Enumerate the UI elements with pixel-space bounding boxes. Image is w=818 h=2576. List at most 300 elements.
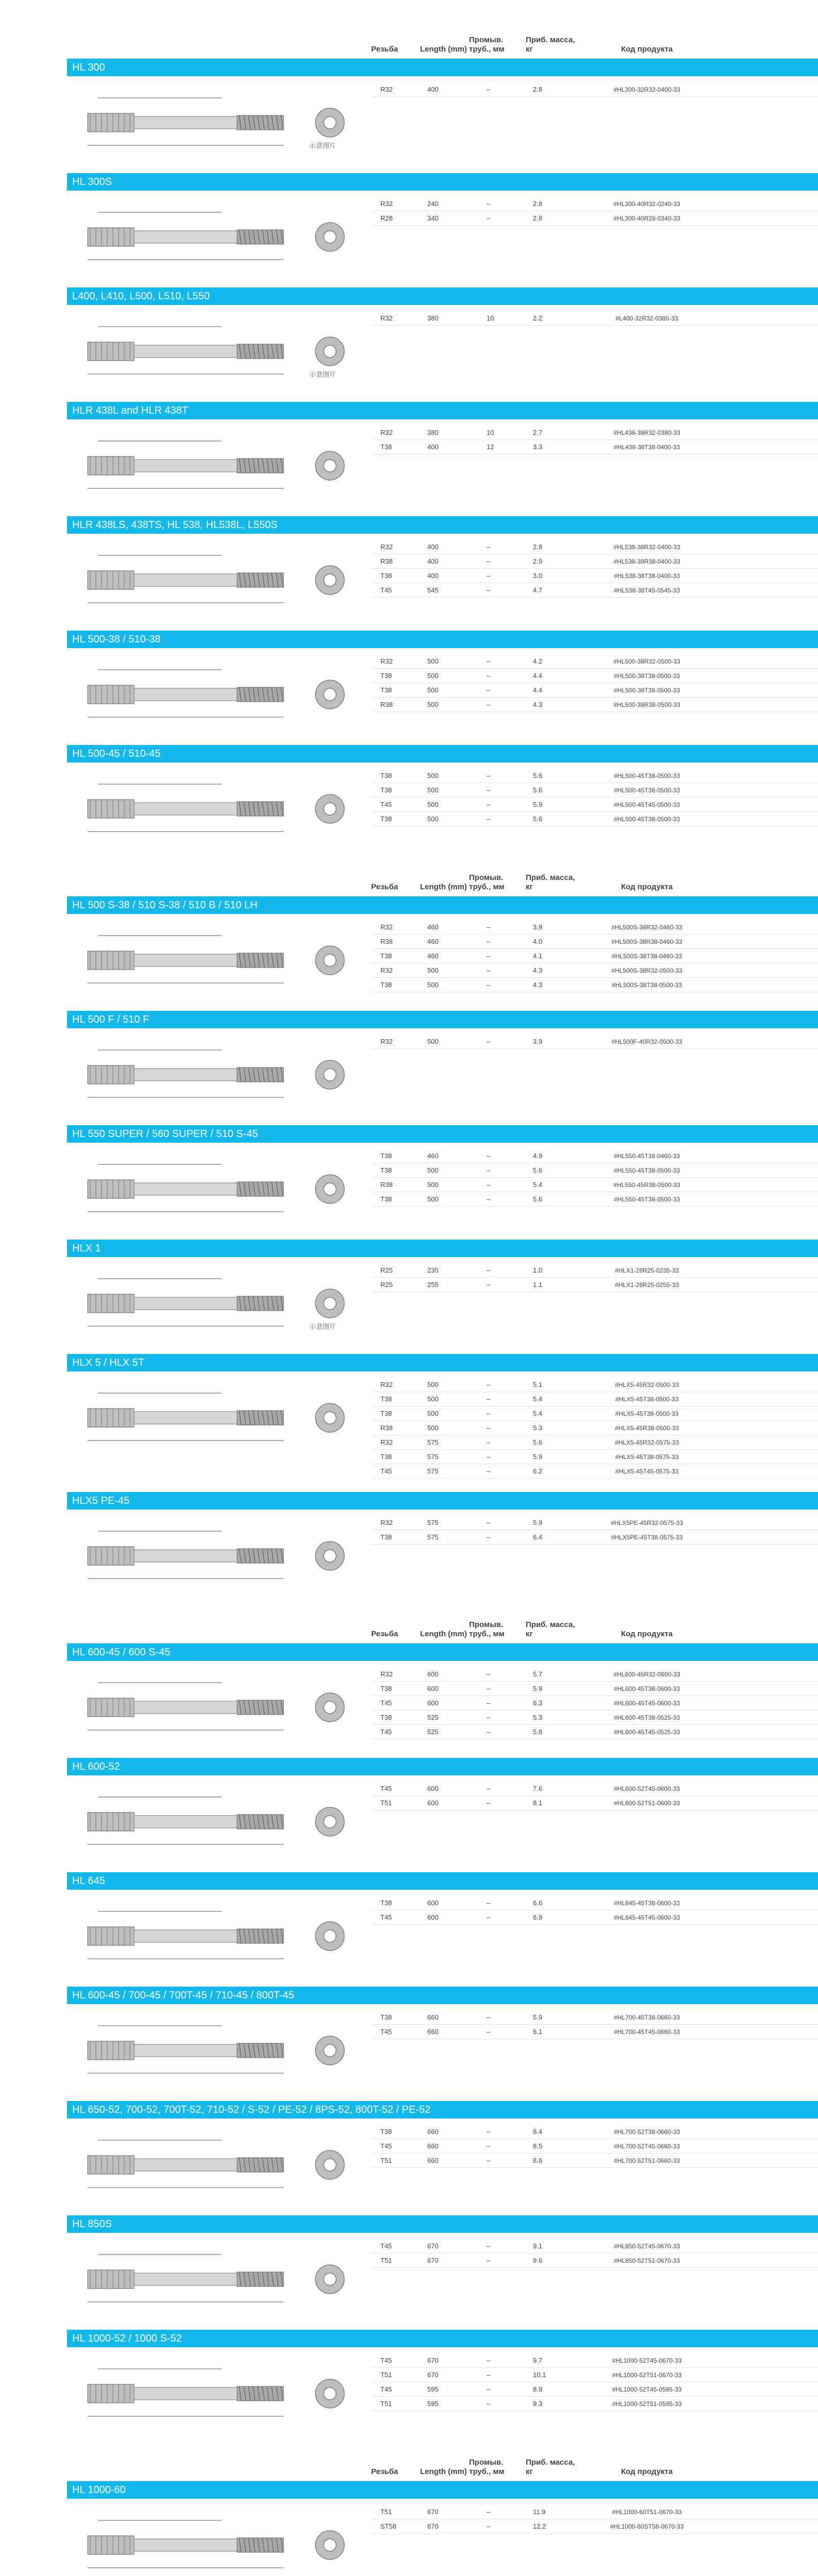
section-body <box>67 769 818 846</box>
header-flush: Промыв. труб., мм <box>469 873 505 891</box>
spec-rows <box>371 1378 818 1479</box>
cell-thread: T38 <box>380 686 392 694</box>
cell-length: 500 <box>427 1395 439 1403</box>
cell-code: #HL500S-38T38-0500-33 <box>611 981 682 989</box>
shank-diagram <box>67 1149 371 1226</box>
cell-flush: – <box>487 1453 491 1461</box>
cell-code: #HL500S-38R32-0460-33 <box>611 924 682 931</box>
cell-flush: – <box>487 586 491 594</box>
cell-thread: T38 <box>380 772 392 779</box>
cell-thread: T38 <box>380 1410 392 1417</box>
end-view-inner <box>324 2273 336 2285</box>
cell-thread: T38 <box>380 1533 392 1541</box>
cell-weight: 9.7 <box>533 2357 543 2364</box>
cell-code: #HL700-52T51-0660-33 <box>613 2157 680 2164</box>
section-title: HL 600-45 / 700-45 / 700T-45 / 710-45 / 800T-45 <box>67 1987 818 2004</box>
shank-drawing <box>88 2369 344 2416</box>
shank-diagram <box>67 540 371 617</box>
cell-code: #HL600-45T45-0525-33 <box>613 1728 680 1736</box>
shank-body <box>134 954 237 967</box>
cell-code: #HL538-38R38-0400-33 <box>613 558 680 565</box>
cell-code: #HLX1-28R25-0255-33 <box>614 1281 679 1289</box>
cell-thread: T51 <box>380 1799 392 1807</box>
cell-code: #HL538-38T45-0545-33 <box>613 587 680 594</box>
section-title: HL 500-45 / 510-45 <box>67 745 818 762</box>
cell-flush: – <box>487 1381 491 1388</box>
cell-thread: T38 <box>380 572 392 580</box>
cell-code: #HLX5-45R32-0500-33 <box>614 1381 679 1388</box>
cell-flush: – <box>487 214 491 222</box>
cell-flush: – <box>487 200 491 208</box>
table-row <box>371 1278 818 1292</box>
product-section <box>67 896 818 997</box>
shank-diagram <box>67 2505 371 2576</box>
cell-code: #HL600-45T38-0600-33 <box>613 1685 680 1692</box>
cell-flush: – <box>487 701 491 708</box>
cell-code: #HL438-38T38-0400-33 <box>613 444 680 451</box>
cell-flush: – <box>487 2257 491 2264</box>
cell-code: #HL1000-60ST58-0670-33 <box>610 2523 684 2530</box>
cell-code: #HL645-45T38-0600-33 <box>613 1900 680 1907</box>
section-body <box>67 1516 818 1593</box>
cell-thread: R32 <box>380 1038 393 1045</box>
shank-svg <box>67 769 371 846</box>
cell-thread: R32 <box>380 923 393 931</box>
cell-weight: 4.7 <box>533 586 543 594</box>
cell-flush: – <box>487 1410 491 1417</box>
shank-diagram <box>67 1516 371 1593</box>
table-row <box>371 1682 818 1696</box>
cell-length: 660 <box>427 2013 439 2021</box>
cell-weight: 6.3 <box>533 1699 543 1707</box>
header-weight: Приб. масса, кг <box>526 873 575 891</box>
cell-thread: R32 <box>380 314 393 322</box>
shank-body <box>134 1550 237 1562</box>
cell-weight: 5.6 <box>533 772 543 779</box>
cell-thread: T45 <box>380 2385 392 2393</box>
shank-svg <box>67 1667 371 1744</box>
shank-body <box>134 2387 237 2400</box>
product-section <box>67 2330 818 2431</box>
shank-svg <box>67 1516 371 1593</box>
spec-rows <box>371 311 818 388</box>
cell-code: #HL438-38R32-0380-33 <box>613 429 680 436</box>
shank-body <box>134 460 237 472</box>
cell-code: #HL300-40R28-0340-33 <box>613 215 680 222</box>
cell-flush: – <box>487 2128 491 2136</box>
table-row <box>371 1435 818 1450</box>
cell-flush: – <box>487 1533 491 1541</box>
shank-svg <box>67 2125 371 2202</box>
table-row <box>371 2010 818 2025</box>
cell-flush: – <box>487 2357 491 2364</box>
cell-code: #HL500S-38T38-0460-33 <box>611 953 682 960</box>
cell-weight: 8.5 <box>533 2142 543 2150</box>
cell-length: 460 <box>427 923 439 931</box>
cell-weight: 4.3 <box>533 981 543 989</box>
column-header <box>67 1606 818 1643</box>
table-row <box>371 1178 818 1192</box>
table-row <box>371 1450 818 1464</box>
end-view-inner <box>324 2387 336 2400</box>
shank-splines <box>88 951 134 970</box>
shank-splines <box>88 2041 134 2060</box>
cell-code: #HL500-45T45-0500-33 <box>613 801 680 808</box>
shank-splines <box>88 228 134 246</box>
cell-flush: – <box>487 772 491 779</box>
shank-svg <box>67 920 371 997</box>
cell-weight: 4.3 <box>533 701 543 708</box>
spec-rows <box>371 2010 818 2088</box>
cell-thread: T45 <box>380 801 392 808</box>
shank-body <box>134 1701 237 1714</box>
shank-diagram <box>67 1035 371 1112</box>
cell-length: 595 <box>427 2385 439 2393</box>
table-row <box>371 426 818 440</box>
spec-rows <box>371 1263 818 1341</box>
cell-thread: T38 <box>380 1453 392 1461</box>
table-row <box>371 1192 818 1207</box>
cell-code: #HL600-52T51-0600-33 <box>613 1800 680 1807</box>
header-thread: Резьба <box>371 883 398 891</box>
cell-thread: T38 <box>380 1685 392 1692</box>
cell-weight: 5.6 <box>533 1195 543 1203</box>
end-view-inner <box>324 574 336 586</box>
table-row <box>371 1896 818 1910</box>
shank-body <box>134 1930 237 1942</box>
cell-thread: T45 <box>380 1699 392 1707</box>
cell-weight: 6.4 <box>533 1533 543 1541</box>
cell-code: #HL500-45T38-0500-33 <box>613 816 680 823</box>
table-row <box>371 769 818 783</box>
shank-drawing <box>88 98 344 145</box>
section-title: HL 600-52 <box>67 1758 818 1775</box>
table-row <box>371 1035 818 1049</box>
header-thread: Резьба <box>371 45 398 54</box>
cell-thread: T51 <box>380 2257 392 2264</box>
cell-length: 400 <box>427 86 439 93</box>
shank-body <box>134 2159 237 2171</box>
section-title: HL 600-45 / 600 S-45 <box>67 1643 818 1661</box>
shank-drawing <box>88 670 344 717</box>
table-row <box>371 569 818 583</box>
cell-code: #HL550-45T38-0500-33 <box>613 1196 680 1203</box>
header-code: Код продукта <box>621 2467 673 2476</box>
cell-flush: – <box>487 1670 491 1678</box>
cell-weight: 6.6 <box>533 1899 543 1907</box>
cell-length: 500 <box>427 1410 439 1417</box>
spec-rows <box>371 920 818 997</box>
shank-diagram <box>67 769 371 846</box>
section-body <box>67 1378 818 1479</box>
cell-thread: T38 <box>380 1166 392 1174</box>
cell-weight: 5.9 <box>533 801 543 808</box>
shank-splines <box>88 571 134 589</box>
cell-thread: T38 <box>380 1152 392 1160</box>
cell-flush: – <box>487 2142 491 2150</box>
cell-code: #HLX5-45T38-0500-33 <box>615 1410 679 1417</box>
cell-weight: 4.1 <box>533 952 543 960</box>
shank-splines <box>88 1698 134 1717</box>
cell-weight: 5.3 <box>533 1714 543 1721</box>
product-section <box>67 745 818 846</box>
header-thread: Резьба <box>371 2467 398 2476</box>
cell-thread: T38 <box>380 672 392 680</box>
cell-weight: 9.3 <box>533 2400 543 2408</box>
column-header <box>67 859 818 896</box>
cell-weight: 5.4 <box>533 1395 543 1403</box>
shank-splines <box>88 1812 134 1831</box>
cell-length: 500 <box>427 1424 439 1432</box>
product-section <box>67 1643 818 1744</box>
section-body <box>67 2010 818 2088</box>
section-body <box>67 1149 818 1226</box>
cell-flush: – <box>487 1038 491 1045</box>
table-row <box>371 812 818 826</box>
cell-weight: 8.6 <box>533 2157 543 2164</box>
cell-flush: – <box>487 1467 491 1475</box>
table-row <box>371 540 818 554</box>
cell-weight: 9.6 <box>533 2257 543 2264</box>
section-body <box>67 654 818 732</box>
table-row <box>371 82 818 97</box>
cell-weight: 8.9 <box>533 2385 543 2393</box>
cell-length: 660 <box>427 2142 439 2150</box>
cell-thread: R32 <box>380 1381 393 1388</box>
shank-diagram <box>67 2125 371 2202</box>
shank-drawing <box>88 212 344 260</box>
shank-svg <box>67 426 371 503</box>
shank-svg <box>67 2239 371 2316</box>
header-flush: Промыв. труб., мм <box>469 36 505 54</box>
spec-rows <box>371 1149 818 1226</box>
table-row <box>371 2253 818 2268</box>
table-row <box>371 2025 818 2039</box>
cell-flush: – <box>487 1714 491 1721</box>
cell-weight: 5.4 <box>533 1410 543 1417</box>
spec-rows <box>371 82 818 160</box>
table-row <box>371 554 818 569</box>
shank-svg <box>67 654 371 732</box>
cell-code: #L400-32R32-0380-33 <box>615 315 678 322</box>
cell-flush: – <box>487 2028 491 2036</box>
shank-diagram <box>67 82 371 160</box>
cell-flush: – <box>487 686 491 694</box>
shank-diagram <box>67 654 371 732</box>
shank-splines <box>88 1547 134 1565</box>
section-body <box>67 1896 818 1973</box>
cell-flush: – <box>487 1395 491 1403</box>
cell-flush: – <box>487 2157 491 2164</box>
cell-weight: 5.6 <box>533 786 543 794</box>
cell-thread: T38 <box>380 1899 392 1907</box>
cell-weight: 6.1 <box>533 2028 543 2036</box>
end-view-inner <box>324 1297 336 1310</box>
cell-weight: 4.9 <box>533 1152 543 1160</box>
cell-weight: 4.4 <box>533 686 543 694</box>
cell-thread: T38 <box>380 1395 392 1403</box>
shank-diagram <box>67 920 371 997</box>
section-title: HLX5 PE-45 <box>67 1492 818 1510</box>
cell-flush: – <box>487 2522 491 2530</box>
cell-flush: – <box>487 2400 491 2408</box>
cell-thread: R32 <box>380 1519 393 1527</box>
shank-drawing <box>88 2140 344 2188</box>
cell-thread: T45 <box>380 2242 392 2250</box>
section-body <box>67 920 818 997</box>
cell-length: 460 <box>427 938 439 945</box>
header-thread: Резьба <box>371 1630 398 1638</box>
cell-length: 460 <box>427 952 439 960</box>
product-section <box>67 287 818 388</box>
cell-weight: 2.7 <box>533 429 543 436</box>
cell-code: #HL600-45T38-0525-33 <box>613 1714 680 1721</box>
end-view-inner <box>324 954 336 967</box>
cell-length: 500 <box>427 701 439 708</box>
cell-flush: 10 <box>487 429 494 436</box>
header-code: Код продукта <box>621 883 673 891</box>
section-body <box>67 311 818 388</box>
shank-body <box>134 345 237 358</box>
header-code: Код продукта <box>621 45 673 54</box>
table-row <box>371 2239 818 2253</box>
table-row <box>371 440 818 454</box>
cell-thread: T38 <box>380 952 392 960</box>
cell-thread: R25 <box>380 1281 393 1289</box>
cell-code: #HLX5-45T38-0575-33 <box>615 1453 679 1461</box>
shank-drawing <box>88 1050 344 1097</box>
cell-thread: R38 <box>380 701 393 708</box>
cell-flush: – <box>487 938 491 945</box>
spec-rows <box>371 2239 818 2316</box>
cell-code: #HL645-45T45-0600-33 <box>613 1914 680 1921</box>
cell-weight: 8.4 <box>533 2128 543 2136</box>
cell-flush: 12 <box>487 443 494 451</box>
cell-weight: 1.0 <box>533 1266 543 1274</box>
cell-length: 380 <box>427 429 439 436</box>
section-body <box>67 540 818 617</box>
cell-weight: 5.9 <box>533 2013 543 2021</box>
section-title: L400, L410, L500, L510, L550 <box>67 287 818 305</box>
cell-thread: T45 <box>380 1467 392 1475</box>
illustration-note: 示意图片 <box>309 142 337 149</box>
end-view-inner <box>324 1701 336 1714</box>
table-row <box>371 949 818 963</box>
cell-thread: ST58 <box>380 2522 397 2530</box>
cell-length: 500 <box>427 1181 439 1189</box>
table-row <box>371 1149 818 1163</box>
product-section <box>67 1492 818 1593</box>
table-row <box>371 197 818 211</box>
product-section <box>67 1240 818 1341</box>
cell-weight: 4.2 <box>533 657 543 665</box>
cell-thread: T38 <box>380 1195 392 1203</box>
cell-length: 670 <box>427 2508 439 2516</box>
cell-flush: – <box>487 923 491 931</box>
cell-code: #HL700-45T38-0660-33 <box>613 2014 680 2021</box>
shank-splines <box>88 342 134 361</box>
section-title: HL 500-38 / 510-38 <box>67 631 818 648</box>
shank-svg <box>67 1782 371 1859</box>
cell-length: 400 <box>427 557 439 565</box>
cell-length: 500 <box>427 1038 439 1045</box>
product-section <box>67 2101 818 2202</box>
section-body <box>67 1035 818 1112</box>
cell-thread: R32 <box>380 1438 393 1446</box>
shank-diagram <box>67 426 371 503</box>
cell-flush: – <box>487 2508 491 2516</box>
shank-body <box>134 1412 237 1424</box>
cell-length: 500 <box>427 981 439 989</box>
cell-length: 575 <box>427 1519 439 1527</box>
cell-flush: – <box>487 557 491 565</box>
shank-body <box>134 2044 237 2057</box>
cell-weight: 5.6 <box>533 1438 543 1446</box>
shank-splines <box>88 456 134 475</box>
table-row <box>371 1163 818 1178</box>
shank-body <box>134 1183 237 1195</box>
cell-weight: 1.1 <box>533 1281 543 1289</box>
section-body <box>67 197 818 274</box>
cell-code: #HLX5PE-45T38-0575-33 <box>611 1534 683 1541</box>
cell-length: 500 <box>427 1381 439 1388</box>
cell-flush: – <box>487 1181 491 1189</box>
spec-rows <box>371 1516 818 1593</box>
cell-thread: T38 <box>380 2128 392 2136</box>
cell-code: #HL538-38T38-0400-33 <box>613 572 680 580</box>
cell-weight: 4.0 <box>533 938 543 945</box>
cell-code: #HL500-38R38-0500-33 <box>613 701 680 708</box>
section-body <box>67 2239 818 2316</box>
cell-flush: – <box>487 786 491 794</box>
cell-weight: 5.4 <box>533 1181 543 1189</box>
table-row <box>371 1910 818 1925</box>
cell-flush: – <box>487 1424 491 1432</box>
table-row <box>371 2139 818 2154</box>
cell-length: 525 <box>427 1728 439 1736</box>
shank-diagram <box>67 197 371 274</box>
product-section <box>67 173 818 274</box>
cell-length: 545 <box>427 586 439 594</box>
column-header <box>67 2444 818 2481</box>
table-row <box>371 1392 818 1406</box>
cell-thread: T45 <box>380 1728 392 1736</box>
end-view-inner <box>324 803 336 815</box>
cell-thread: T38 <box>380 443 392 451</box>
section-title: HL 645 <box>67 1872 818 1890</box>
section-title: HL 550 SUPER / 560 SUPER / 510 S-45 <box>67 1125 818 1143</box>
spec-rows <box>371 1035 818 1112</box>
cell-thread: R32 <box>380 967 393 974</box>
cell-code: #HL500-38T38-0500-33 <box>613 672 680 680</box>
cell-code: #HL1000-52T51-0595-33 <box>612 2400 682 2408</box>
cell-code: #HL500-38R32-0500-33 <box>613 658 680 665</box>
end-view-inner <box>324 116 336 129</box>
cell-code: #HL538-38R32-0400-33 <box>613 544 680 551</box>
spec-rows <box>371 426 818 503</box>
shank-drawing <box>88 1279 344 1326</box>
cell-code: #HLX5-45T45-0575-33 <box>615 1468 679 1475</box>
shank-drawing <box>88 2026 344 2073</box>
table-row <box>371 654 818 669</box>
shank-splines <box>88 2156 134 2174</box>
cell-length: 670 <box>427 2242 439 2250</box>
section-title: HLR 438LS, 438TS, HL 538, HL538L, L550S <box>67 516 818 534</box>
spec-rows <box>371 540 818 617</box>
end-view-inner <box>324 231 336 243</box>
cell-flush: – <box>487 2242 491 2250</box>
shank-splines <box>88 2270 134 2289</box>
